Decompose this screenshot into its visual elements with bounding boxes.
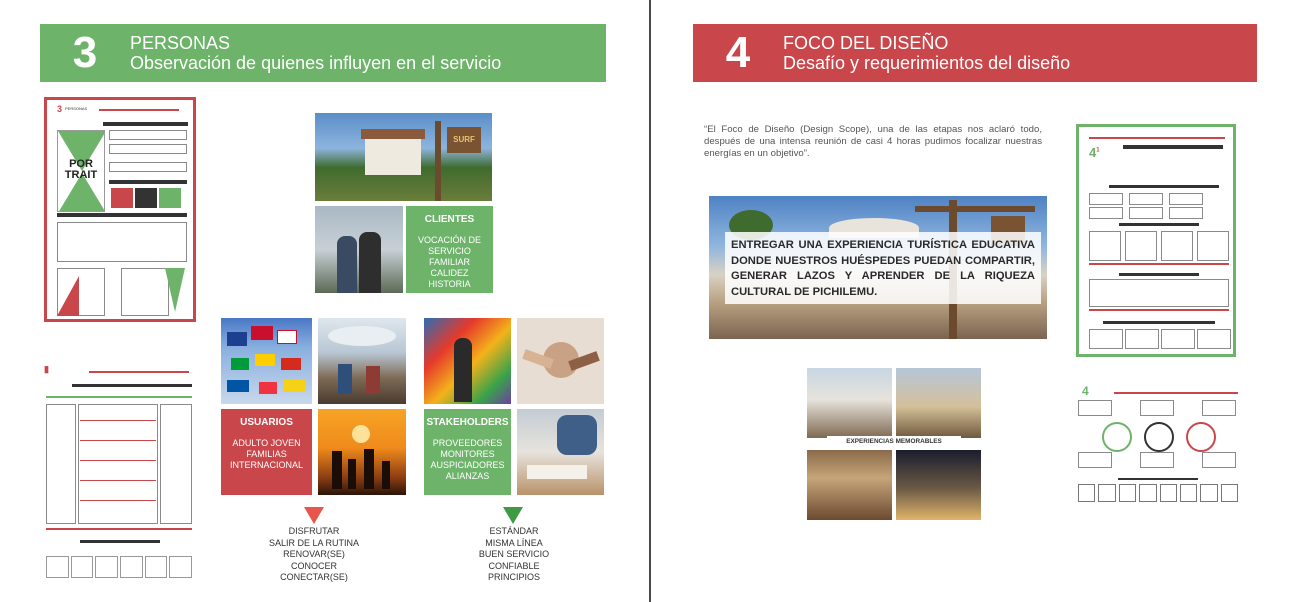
clientes-panel [406,206,493,293]
stakeholders-list: PROVEEDORES MONITORES AUSPICIADORES ALIANZAS [430,438,505,481]
stakeholders-panel [424,409,511,495]
family-sunset-photo [318,409,406,495]
usuarios-heading: USUARIOS [240,417,293,428]
green-down-arrow [503,507,523,524]
hero-photo [709,196,1047,339]
section-number: 3 [72,28,98,77]
section-title: PERSONAS [130,33,231,53]
surf-sign: SURF [447,127,481,153]
section-subtitle: Desafío y requerimientos del diseño [783,53,1071,73]
couple-photo [315,206,403,293]
usuarios-needs-list: DISFRUTAR SALIR DE LA RUTINA RENOVAR(SE) CONOCER CONECTAR(SE) [268,526,360,582]
usuarios-panel [221,409,312,495]
collage-photo-food [807,450,892,520]
red-down-arrow [304,507,324,524]
hands-photo [517,318,604,404]
section-subtitle: Observación de quienes influyen en el servicio [130,53,502,73]
clientes-heading: CLIENTES [424,214,475,225]
experiences-collage [807,368,981,520]
scope-badge-sup: 1 [1096,147,1100,154]
foco-banner [693,24,1257,82]
scope-badge: 4 [1089,145,1097,160]
stakeholders-heading: STAKEHOLDERS [426,417,509,428]
design-scope-worksheet [1076,124,1236,357]
portrait-graphic [57,130,105,212]
collage-photo-group [807,368,892,438]
right-page [651,0,1300,602]
left-page [0,0,649,602]
section-title: FOCO DEL DISEÑO [783,33,949,53]
collage-photo-night [896,450,981,520]
portrait-text: POR TRAIT [64,158,98,181]
stakeholders-needs-list: ESTÁNDAR MISMA LÍNEA BUEN SERVICIO CONFIABLE PRINCIPIOS [478,526,550,582]
scope-map-worksheet [1078,382,1241,504]
flags-photo [221,318,312,404]
section-number: 4 [725,28,751,77]
usuarios-list: ADULTO JOVEN FAMILIAS INTERNACIONAL [229,438,303,470]
mural-photo [424,318,511,404]
personas-banner [40,24,606,82]
collage-label: EXPERIENCIAS MEMORABLES [827,436,961,448]
signing-photo [517,409,604,495]
map-badge: 4 [1082,384,1089,398]
portrait-worksheet [44,97,196,322]
worksheet-header: PERSONAS [65,106,88,111]
surf-house-photo [315,113,492,201]
design-scope-quote: “El Foco de Diseño (Design Scope), una de las etapas nos aclaró todo, después de una intensa reunión de casi 4 horas pudimos focalizar nuestras energías en un objetivo”. [704,124,1042,159]
worksheet-badge: 3 [57,104,63,114]
clientes-list: VOCACIÓN DE SERVICIO FAMILIAR CALIDEZ HISTORIA [417,235,481,289]
collage-photo-hiker [896,368,981,438]
hero-statement: ENTREGAR UNA EXPERIENCIA TURÍSTICA EDUCATIVA DONDE NUESTROS HUÉSPEDES PUEDAN COMPARTIR, GENERAR LAZOS Y APRENDER DE LA RIQUEZA CULTURAL DE PICHILEMU. [725,232,1041,304]
user-table-worksheet: ▮ [44,364,194,582]
market-photo [318,318,406,404]
